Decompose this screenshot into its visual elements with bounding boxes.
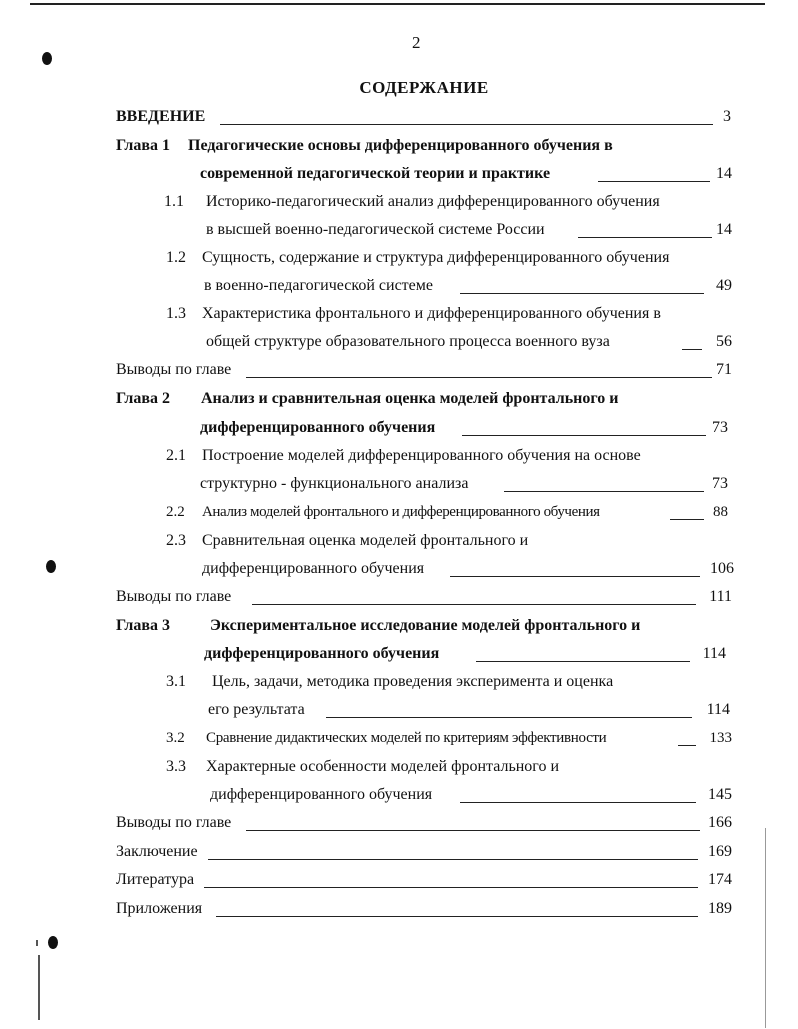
entry-title: Приложения [116, 900, 203, 917]
toc-section-2-1[interactable] [166, 446, 746, 470]
entry-page: 106 [710, 560, 734, 577]
section-title-cont: дифференцированного обучения [210, 786, 433, 803]
leader-line [252, 604, 696, 605]
leader-line [326, 717, 692, 718]
entry-page: 88 [713, 504, 728, 520]
section-title-cont: в военно-педагогической системе [204, 277, 433, 294]
section-number: 1.1 [164, 193, 184, 210]
leader-line [208, 859, 698, 860]
leader-line [216, 916, 698, 917]
section-title: Цель, задачи, методика проведения эксперимента и оценка [212, 673, 614, 690]
page-title: СОДЕРЖАНИЕ [359, 78, 489, 97]
section-title: Сравнение дидактических моделей по критериям эффективности [206, 730, 607, 746]
section-title: Анализ моделей фронтального и дифференцированного обучения [202, 504, 600, 520]
section-title: Построение моделей дифференцированного обучения на основе [202, 447, 641, 464]
entry-page: 114 [702, 645, 726, 662]
section-title-cont: дифференцированного обучения [202, 560, 425, 577]
entry-page: 189 [708, 900, 732, 917]
section-title: Историко-педагогический анализ дифференцированного обучения [206, 193, 660, 210]
leader-line [670, 519, 704, 520]
section-title: Характеристика фронтального и дифференцированного обучения в [202, 305, 661, 322]
toc-section-3-1-cont[interactable] [208, 700, 730, 724]
toc-section-1-2-cont[interactable] [204, 276, 736, 300]
section-title-cont: его результата [208, 701, 305, 718]
toc-section-1-2[interactable] [166, 248, 746, 272]
chapter-label: Глава 2 [116, 390, 170, 407]
toc-conclusion-3[interactable] [116, 813, 732, 837]
entry-page: 169 [708, 843, 732, 860]
leader-line [678, 745, 696, 746]
entry-page: 73 [712, 419, 728, 436]
section-title-cont: в высшей военно-педагогической системе России [206, 221, 545, 238]
chapter-title: Педагогические основы дифференцированного обучения в [188, 137, 613, 154]
toc-conclusion-1[interactable] [116, 360, 736, 384]
entry-title: Заключение [116, 843, 198, 860]
toc-section-2-2[interactable] [166, 502, 730, 526]
toc-chapter-1-cont[interactable] [200, 164, 736, 188]
scan-dot [46, 560, 56, 573]
section-number: 2.3 [166, 532, 186, 549]
entry-page: 14 [716, 221, 732, 238]
toc-entry-appendices[interactable] [116, 899, 732, 923]
toc-chapter-1[interactable] [116, 136, 736, 160]
section-title: Характерные особенности моделей фронтального и [206, 758, 560, 775]
section-number: 2.1 [166, 447, 186, 464]
entry-page: 145 [708, 786, 732, 803]
scan-edge-line [765, 828, 766, 1028]
scan-dot [42, 52, 52, 65]
toc-chapter-3[interactable] [116, 616, 736, 640]
leader-line [682, 349, 702, 350]
entry-page: 166 [708, 814, 732, 831]
entry-page: 174 [708, 871, 732, 888]
section-title: Сущность, содержание и структура дифференцированного обучения [202, 249, 670, 266]
entry-title: Выводы по главе [116, 588, 232, 605]
toc-section-1-3-cont[interactable] [206, 332, 736, 356]
leader-line [476, 661, 690, 662]
section-number: 3.3 [166, 758, 186, 775]
leader-line [246, 377, 712, 378]
section-number: 1.2 [166, 249, 186, 266]
toc-chapter-2[interactable] [116, 389, 736, 413]
chapter-title-cont: современной педагогической теории и практике [200, 165, 551, 182]
toc-section-1-3[interactable] [166, 304, 746, 328]
section-number: 2.2 [166, 504, 185, 520]
leader-line [460, 802, 696, 803]
entry-title: Выводы по главе [116, 814, 232, 831]
entry-title: Литература [116, 871, 195, 888]
toc-section-3-1[interactable] [166, 672, 746, 696]
toc-section-3-3[interactable] [166, 757, 746, 781]
leader-line [450, 576, 700, 577]
toc-section-1-1[interactable] [164, 192, 744, 216]
page-number: 2 [412, 33, 421, 52]
toc-section-3-3-cont[interactable] [210, 785, 732, 809]
toc-chapter-2-cont[interactable] [200, 418, 730, 442]
scan-dot [48, 936, 58, 949]
toc-section-2-3[interactable] [166, 531, 746, 555]
toc-chapter-3-cont[interactable] [204, 644, 728, 668]
top-border-line [30, 3, 765, 5]
toc-section-1-1-cont[interactable] [206, 220, 736, 244]
entry-page: 49 [716, 277, 732, 294]
entry-title: Выводы по главе [116, 361, 232, 378]
leader-line [246, 830, 700, 831]
leader-line [460, 293, 704, 294]
toc-entry-intro[interactable] [116, 107, 731, 131]
chapter-label: Глава 3 [116, 617, 170, 634]
entry-page: 3 [723, 108, 731, 125]
leader-line [462, 435, 706, 436]
toc-section-2-1-cont[interactable] [200, 474, 730, 498]
chapter-label: Глава 1 [116, 137, 170, 154]
section-number: 1.3 [166, 305, 186, 322]
leader-line [598, 181, 710, 182]
entry-page: 56 [716, 333, 732, 350]
entry-page: 14 [716, 165, 732, 182]
toc-entry-conclusion[interactable] [116, 842, 732, 866]
chapter-title-cont: дифференцированного обучения [204, 645, 440, 662]
leader-line [204, 887, 698, 888]
toc-entry-literature[interactable] [116, 870, 732, 894]
section-number: 3.2 [166, 730, 185, 746]
entry-page: 71 [716, 361, 732, 378]
leader-line [504, 491, 704, 492]
entry-title: ВВЕДЕНИЕ [116, 108, 206, 125]
toc-conclusion-2[interactable] [116, 587, 732, 611]
entry-page: 111 [709, 588, 732, 605]
chapter-title-cont: дифференцированного обучения [200, 419, 436, 436]
leader-line [578, 237, 712, 238]
entry-page: 114 [706, 701, 730, 718]
toc-section-2-3-cont[interactable] [202, 559, 734, 583]
scan-mark [36, 940, 38, 946]
entry-page: 133 [709, 730, 732, 746]
section-title-cont: структурно - функционального анализа [200, 475, 469, 492]
toc-section-3-2[interactable] [166, 728, 732, 752]
entry-page: 73 [712, 475, 728, 492]
chapter-title: Анализ и сравнительная оценка моделей фронтального и [201, 390, 619, 407]
section-title: Сравнительная оценка моделей фронтального и [202, 532, 529, 549]
chapter-title: Экспериментальное исследование моделей фронтального и [210, 617, 641, 634]
section-number: 3.1 [166, 673, 186, 690]
leader-line [220, 124, 713, 125]
section-title-cont: общей структуре образовательного процесса военного вуза [206, 333, 610, 350]
scan-mark [38, 955, 40, 1020]
